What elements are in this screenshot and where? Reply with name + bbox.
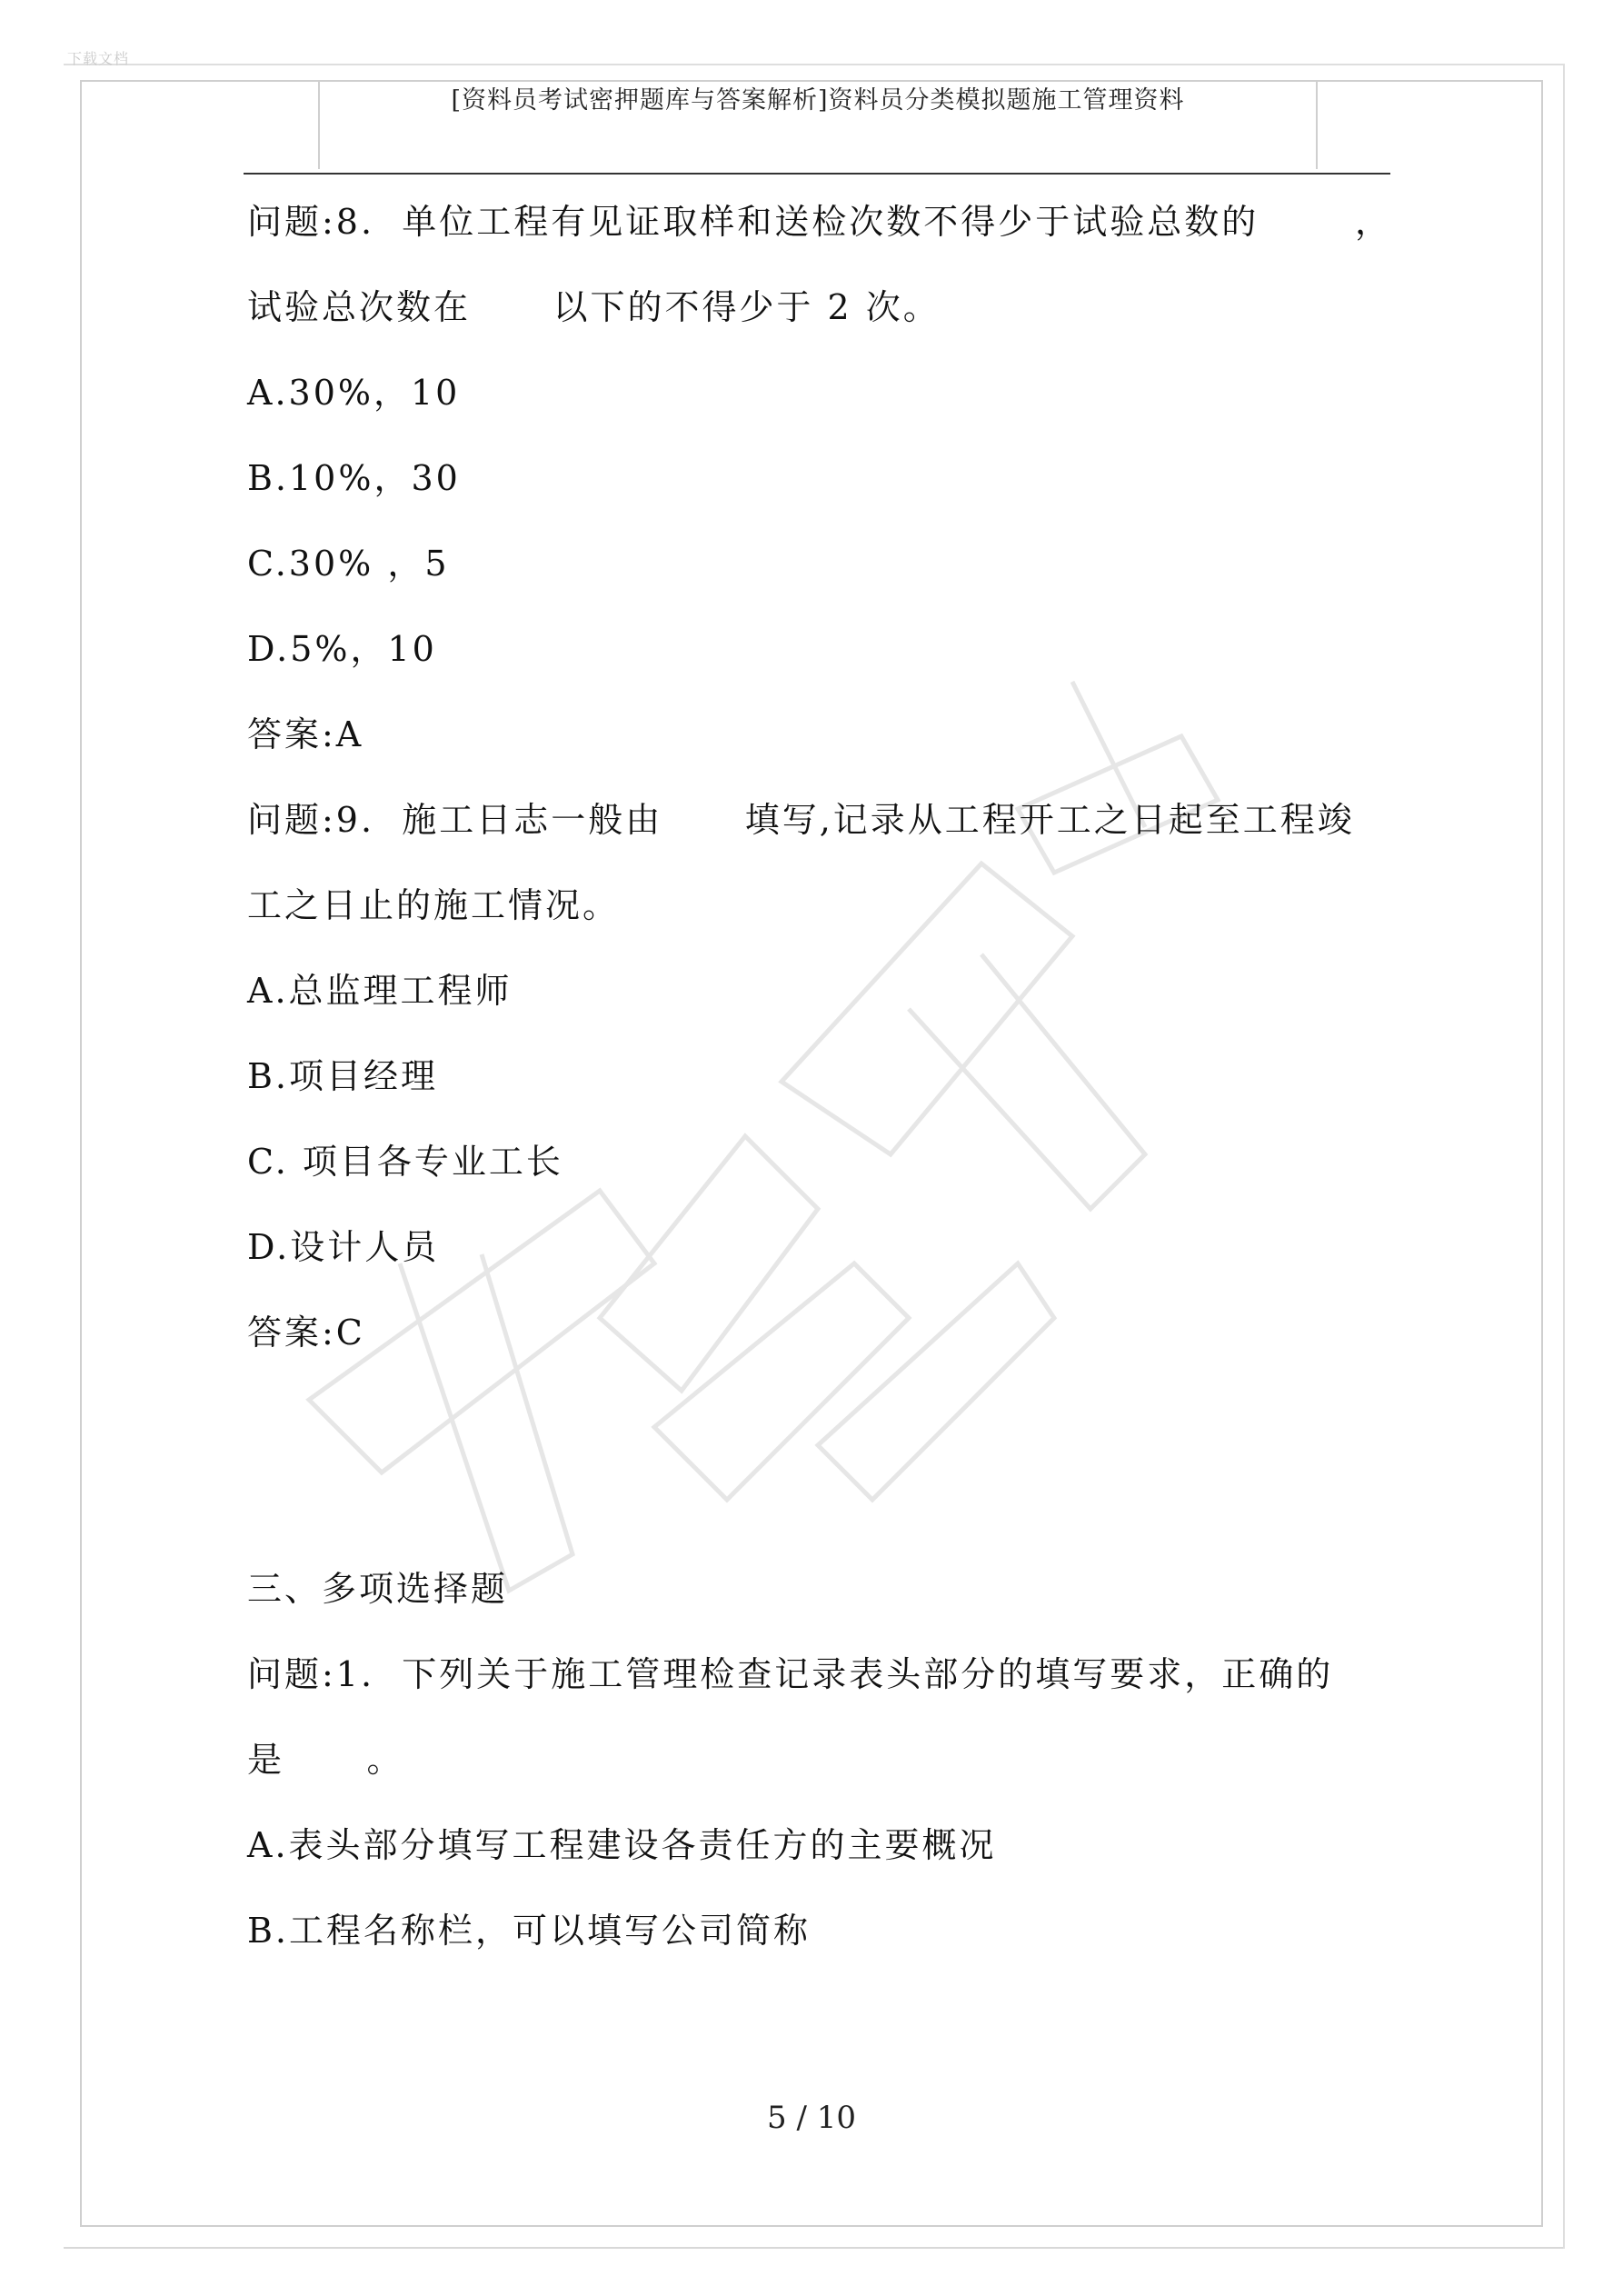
question-8-option-d: D.5%，10: [247, 629, 437, 669]
header-title: [资料员考试密押题库与答案解析]资料员分类模拟题施工管理资料: [451, 86, 1185, 115]
multi-question-1-option-b: B.工程名称栏，可以填写公司简称: [247, 1911, 812, 1951]
multi-question-1-stem-line2: 是 。: [247, 1740, 404, 1780]
page-edge-bottom: [64, 2247, 1563, 2249]
page-edge-right: [1563, 64, 1565, 2249]
question-8-option-b: B.10%，30: [247, 458, 461, 498]
content: [247, 193, 1392, 1987]
question-9-option-a: A.总监理工程师: [247, 971, 513, 1011]
header: [318, 80, 1318, 169]
question-8-answer: 答案:A: [247, 714, 364, 754]
section-3-title: 三、多项选择题: [247, 1569, 509, 1609]
question-8-option-c: C.30% ，5: [247, 544, 450, 584]
page-edge-top: [64, 64, 1563, 65]
multi-question-1-option-a: A.表头部分填写工程建设各责任方的主要概况: [247, 1825, 997, 1865]
question-9-option-b: B.项目经理: [247, 1056, 439, 1096]
question-9-stem-line1: 问题:9. 施工日志一般由 填写,记录从工程开工之日起至工程竣: [247, 800, 1355, 840]
question-8-option-a: A.30%，10: [247, 373, 461, 413]
corner-mark: 下载文档: [67, 50, 130, 67]
question-8-stem-text: 问题:8. 单位工程有见证取样和送检次数不得少于试验总数的: [247, 202, 1260, 242]
question-8-stem-line2: 试验总次数在 以下的不得少于 2 次。: [247, 287, 941, 327]
question-9-option-d: D.设计人员: [247, 1227, 440, 1267]
question-9-stem-line2: 工之日止的施工情况。: [247, 885, 621, 925]
blank-space: [247, 1389, 1392, 1560]
multi-question-1-stem-line1: 问题:1. 下列关于施工管理检查记录表头部分的填写要求，正确的: [247, 1654, 1334, 1694]
header-rule: [244, 173, 1390, 175]
question-8-stem-end: ，: [1354, 202, 1392, 242]
question-9-answer: 答案:C: [247, 1313, 365, 1353]
page-number: 5 / 10: [767, 2100, 856, 2136]
question-9-option-c: C. 项目各专业工长: [247, 1142, 563, 1182]
question-8-stem-line1: [247, 193, 1392, 278]
